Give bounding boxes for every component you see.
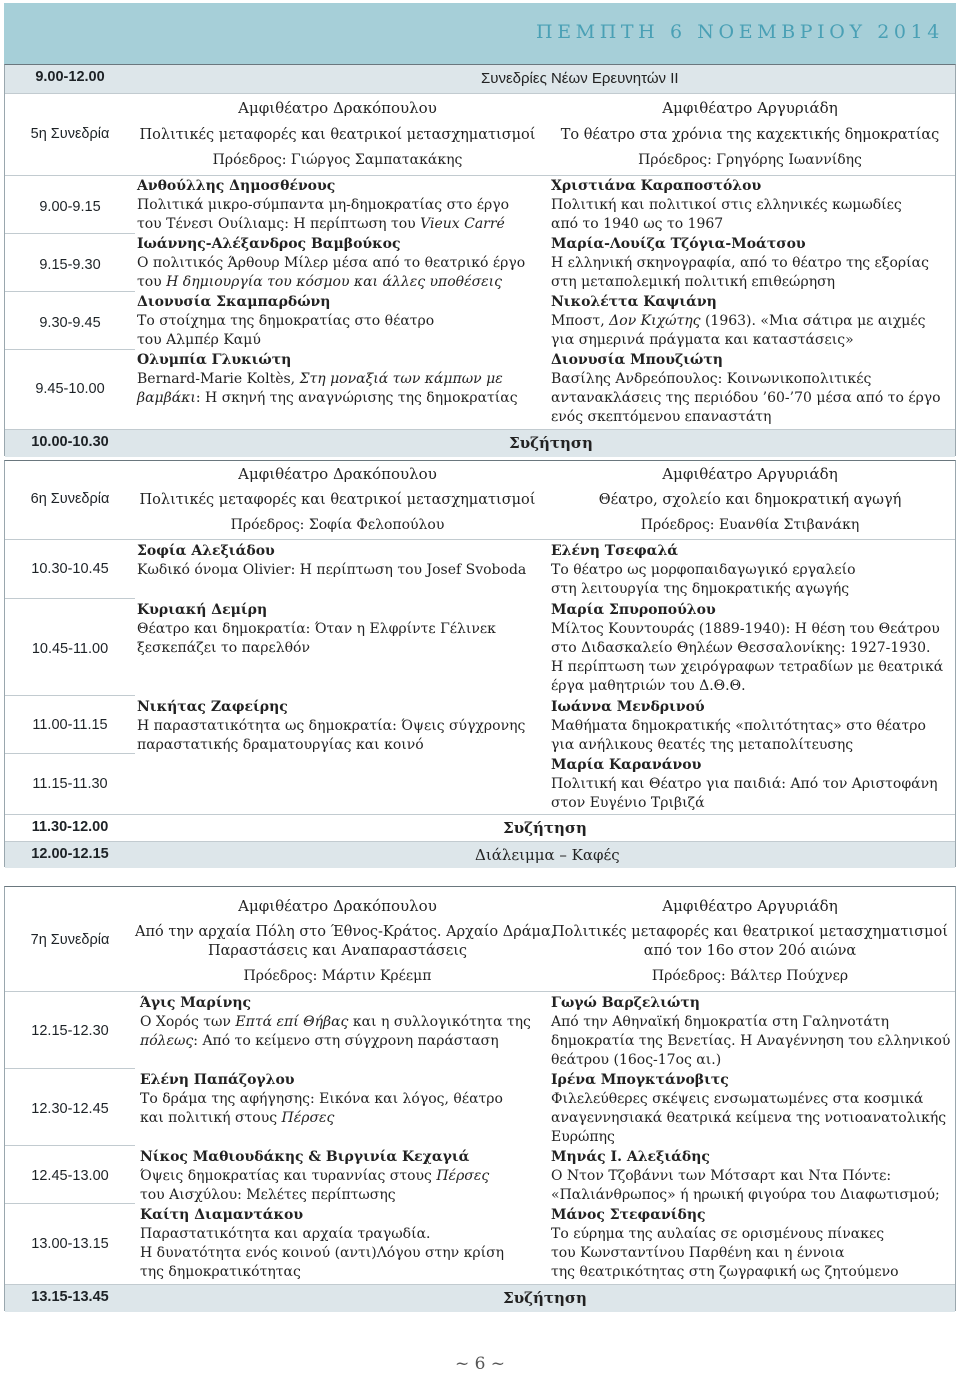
slot-time: 12.30-12.45 [31,1101,109,1117]
hall-right: Αμφιθέατρο Αργυριάδη [662,465,838,483]
chair-right: Πρόεδρος: Βάλτερ Πούχνερ [651,968,849,984]
slot-time: 9.15-9.30 [39,257,101,273]
talk-title: από το 1940 ως το 1967 [551,216,724,232]
slot-time: 9.30-9.45 [39,315,101,331]
speaker-name: Νικολέττα Καψιάνη [551,294,717,310]
discussion-label: Συζήτηση [503,1289,587,1307]
talk-title: της θεατρικότητας στη ζωγραφική ως ζητούμενο [551,1264,899,1280]
talk-title: Το θέατρο ως μορφοπαιδαγωγικό εργαλείο [551,562,856,578]
talk-title: Βασίλης Ανδρεόπουλος: Κοινωνικοπολιτικές [551,371,872,387]
talk-title: Ο πολιτικός Άρθουρ Μίλερ μέσα από το θεατρικό έργο [137,255,526,271]
talk-title: Μποστ, Δον Κιχώτης (1963). «Μια σάτιρα με αιχμές [551,313,926,329]
speaker-name: Μηνάς Ι. Αλεξιάδης [551,1149,710,1165]
session-7-block [4,886,956,1311]
talk-title: Ο Χορός των Επτά επί Θήβας και η συλλογικότητα της [140,1014,531,1030]
slot-time: 9.00-9.15 [39,199,101,215]
session-title: Συνεδρίες Νέων Ερευνητών ΙΙ [481,70,679,87]
talk-title: «Παλιάνθρωπος» ή ηρωική φιγούρα του Διαφωτισμού; [551,1187,940,1203]
session-5-block [4,64,956,456]
talk-title: για σημερινά πράγματα και καταστάσεις» [551,332,854,348]
talk-title: αναγεννησιακά θεατρικά κείμενα της νοτιοανατολικής [551,1110,947,1126]
discussion-label: Συζήτηση [509,434,593,452]
discussion-time: 13.15-13.45 [31,1289,109,1305]
discussion-time: 11.30-12.00 [31,819,109,835]
theme-right: Το θέατρο στα χρόνια της καχεκτικής δημοκρατίας [560,127,940,143]
talk-title: στο Διδασκαλείο Θηλέων Θεσσαλονίκης: 1927-1930. [551,640,931,656]
slot-time: 12.45-13.00 [31,1168,109,1184]
speaker-name: Κυριακή Δεμίρη [137,602,268,618]
talk-title: Bernard-Marie Koltès, Στη μοναξιά των κάμπων με [137,371,503,387]
speaker-name: Ελένη Παπάζογλου [140,1072,295,1088]
talk-title: Η περίπτωση των χειρόγραφων τετραδίων με θεατρικά [551,659,944,675]
chair-left: Πρόεδρος: Μάρτιν Κρέεμπ [243,968,432,984]
talk-title: Το εύρημα της αυλαίας σε ορισμένους πίνακες [551,1226,885,1242]
session-title-row [5,65,955,93]
slot-time: 11.00-11.15 [32,717,108,733]
discussion-row [5,430,955,457]
talk-title: του Αισχύλου: Μελέτες περίπτωσης [140,1187,396,1203]
speaker-name: Χριστιάνα Καραποστόλου [551,178,762,194]
break-row [5,842,955,868]
speaker-name: Μαρία-Λουίζα Τζόγια-Μοάτσου [551,236,806,252]
speaker-name: Ιωάννης-Αλέξανδρος Βαμβούκος [137,236,401,252]
session-label: 6η Συνεδρία [30,491,110,507]
talk-title: για ανήλικους θεατές της μεταπολίτευσης [551,737,854,753]
speaker-name: Διονυσία Σκαμπαρδώνη [137,294,331,310]
talk-title: αντανακλάσεις της περιόδου ’60-’70 μέσα από το έργο [551,390,941,406]
speaker-name: Ανθούλλης Δημοσθένους [137,178,336,194]
theme-right: Θέατρο, σχολείο και δημοκρατική αγωγή [598,492,902,508]
slot-time: 12.15-12.30 [31,1023,109,1039]
speaker-name: Ιωάννα Μενδρινού [551,699,705,715]
talk-title: του Η δημιουργία του κόσμου και άλλες υποθέσεις [137,274,502,290]
talk-title: του Αλμπέρ Καμύ [137,332,261,348]
theme-left: Πολιτικές μεταφορές και θεατρικοί μετασχηματισμοί [139,127,536,143]
speaker-name: Μαρία Σπυροπούλου [551,602,716,618]
talk-title: ξεσκεπάζει το παρελθόν [137,640,310,656]
talk-title: στη λειτουργία της δημοκρατικής αγωγής [551,581,850,597]
talk-title: δημοκρατία της Βενετίας. Η Αναγέννηση του ελληνικού [551,1033,951,1049]
talk-title: Πολιτική και Θέατρο για παιδιά: Από τον Αριστοφάνη [551,776,938,792]
talk-title: στον Ευγένιο Τριβιζά [551,795,705,811]
speaker-name: Καίτη Διαμαντάκου [140,1207,304,1223]
break-label: Διάλειμμα – Καφές [475,846,620,864]
talk-title: Κωδικό όνομα Olivier: Η περίπτωση του Josef Svoboda [137,562,527,578]
talk-title: βαμβάκι: Η σκηνή της αναγνώρισης της δημοκρατίας [137,390,518,406]
slot-time: 13.00-13.15 [31,1236,109,1252]
chair-right: Πρόεδρος: Ευανθία Στιβανάκη [640,517,860,533]
discussion-row [5,1285,955,1312]
talk-title: ενός σκεπτόμενου επαναστάτη [551,409,772,425]
session-label: 7η Συνεδρία [30,932,110,948]
talk-title: Το δράμα της αφήγησης: Εικόνα και λόγος, θέατρο [140,1091,503,1107]
hall-left: Αμφιθέατρο Δρακόπουλου [238,897,437,915]
hall-right: Αμφιθέατρο Αργυριάδη [662,897,838,915]
talk-title: Ο Ντον Τζοβάννι των Μότσαρτ και Ντα Πόντε: [551,1168,892,1184]
talk-title: πόλεως: Από το κείμενο στη σύγχρονη παράσταση [140,1033,499,1049]
hall-right: Αμφιθέατρο Αργυριάδη [662,99,838,117]
chair-left: Πρόεδρος: Γιώργος Σαμπατακάκης [212,152,463,168]
speaker-name: Μάνος Στεφανίδης [551,1207,706,1223]
speaker-name: Σοφία Αλεξιάδου [137,543,275,559]
slot-time: 10.45-11.00 [31,641,109,657]
chair-left: Πρόεδρος: Σοφία Φελοπούλου [230,517,445,533]
break-time: 12.00-12.15 [31,846,109,862]
talk-title: του Τένεσι Ουίλιαμς: Η περίπτωση του Vieux Carré [137,216,505,232]
speaker-name: Ιρένα Μπογκτάνοβιτς [551,1072,729,1088]
session-6-block [4,460,956,867]
talk-title: Το στοίχημα της δημοκρατίας στο θέατρο [137,313,435,329]
speaker-name: Γωγώ Βαρζελιώτη [551,995,700,1011]
talk-title: Παραστατικότητα και αρχαία τραγωδία. [140,1226,431,1242]
talk-title: Όψεις δημοκρατίας και τυραννίας στους Πέρσες [140,1168,490,1184]
talk-title: Μαθήματα δημοκρατικής «πολιτότητας» στο θέατρο [551,718,926,734]
page-date: ΠΕΜΠΤΗ 6 ΝΟΕΜΒΡΙΟΥ 2014 [536,21,944,43]
speaker-name: Νικήτας Ζαφείρης [137,699,288,715]
speaker-name: Ελένη Τσεφαλά [551,543,679,559]
talk-title: Ευρώπης [551,1129,615,1145]
speaker-name: Νίκος Μαθιουδάκης & Βιργινία Κεχαγιά [140,1149,470,1165]
discussion-row [5,815,955,841]
theme-right: Πολιτικές μεταφορές και θεατρικοί μετασχηματισμοί [552,924,948,940]
slot-time: 11.15-11.30 [32,776,108,792]
session-time-range: 9.00-12.00 [35,69,105,85]
talk-title: Πολιτικά μικρο-σύμπαντα μη-δημοκρατίας στο έργο [137,197,510,213]
talk-title: Η ελληνική σκηνογραφία, από το θέατρο της εξορίας [551,255,929,271]
discussion-label: Συζήτηση [503,819,587,837]
talk-title: Μίλτος Κουντουράς (1889-1940): Η θέση του Θεάτρου [551,621,940,637]
talk-title: Θέατρο και δημοκρατία: Όταν η Ελφρίντε Γέλινεκ [137,621,496,637]
speaker-name: Ολυμπία Γλυκιώτη [137,352,292,368]
talk-title: Η δυνατότητα ενός κοινού (αντι)Λόγου στην κρίση [140,1245,505,1261]
speaker-name: Μαρία Καρανάνου [551,757,702,773]
theme-right: από τον 16ο στον 20ό αιώνα [643,943,857,959]
discussion-time: 10.00-10.30 [31,434,109,450]
talk-title: του Κωνσταντίνου Παρθένη και η έννοια [551,1245,845,1261]
header-bar [4,3,956,64]
talk-title: στη μεταπολεμική πολιτική επιθεώρηση [551,274,836,290]
talk-title: παραστατικής δραματουργίας και κοινό [137,737,424,753]
hall-left: Αμφιθέατρο Δρακόπουλου [238,465,437,483]
hall-left: Αμφιθέατρο Δρακόπουλου [238,99,437,117]
talk-title: Φιλελεύθερες σκέψεις ενσωματωμένες στα κοσμικά [551,1091,924,1107]
speaker-name: Διονυσία Μπουζιώτη [551,352,723,368]
page-number: ~ 6 ~ [454,1354,506,1374]
talk-title: της δημοκρατικότητας [140,1264,301,1280]
talk-title: Από την Αθηναϊκή δημοκρατία στη Γαληνοτάτη [551,1014,890,1030]
theme-left: Παραστάσεις και Αναπαραστάσεις [207,943,468,959]
talk-title: έργα μαθητριών του Δ.Θ.Θ. [551,678,746,694]
slot-time: 9.45-10.00 [35,381,105,397]
session-label: 5η Συνεδρία [30,126,110,142]
slot-time: 10.30-10.45 [31,561,109,577]
talk-title: και πολιτική στους Πέρσες [140,1110,335,1126]
speaker-name: Άγις Μαρίνης [140,995,252,1011]
theme-left: Πολιτικές μεταφορές και θεατρικοί μετασχηματισμοί [139,492,536,508]
theme-left: Από την αρχαία Πόλη στο Έθνος-Κράτος. Αρχαίο Δράμα, [135,924,556,940]
talk-title: Πολιτική και πολιτικοί στις ελληνικές κωμωδίες [551,197,902,213]
talk-title: Η παραστατικότητα ως δημοκρατία: Όψεις σύγχρονης [137,718,526,734]
talk-title: θεάτρου (16ος-17ος αι.) [551,1052,722,1068]
chair-right: Πρόεδρος: Γρηγόρης Ιωαννίδης [638,152,862,168]
